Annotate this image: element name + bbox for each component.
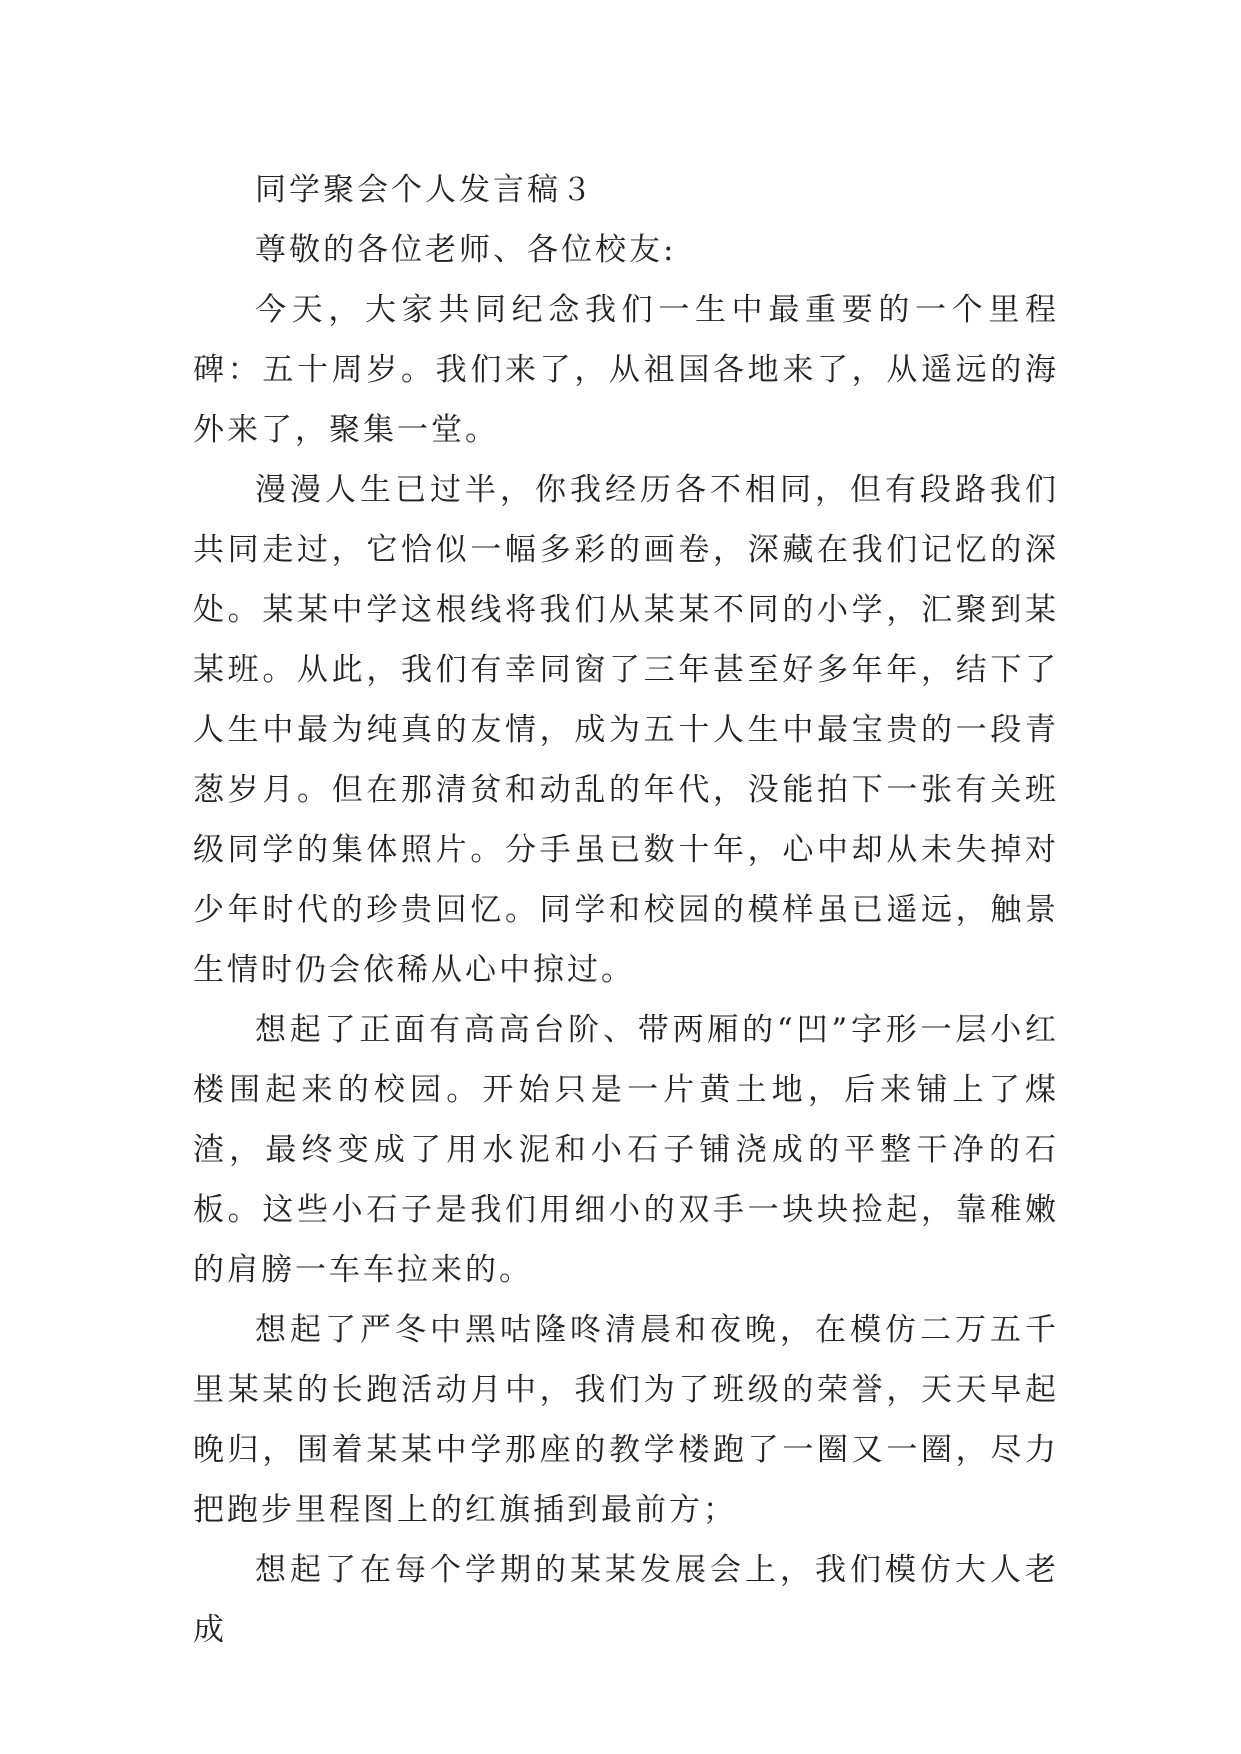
paragraph: 想起了在每个学期的某某发展会上，我们模仿大人老成	[193, 1552, 1059, 1648]
paragraph: 漫漫人生已过半，你我经历各不相同，但有段路我们共同走过，它恰似一幅多彩的画卷，深藏在我们记忆的深处。某某中学这根线将我们从某某不同的小学，汇聚到某某班。从此，我们有幸同窗了三年甚至好多年年，结下了人生中最为纯真的友情，成为五十人生中最宝贵的一段青葱岁月。但在那清贫和动乱的年代，没能拍下一张有关班级同学的集体照片。分手虽已数十年，心中却从未失掉对少年时代的珍贵回忆。同学和校园的模样虽已遥远，触景生情时仍会依稀从心中掠过。	[193, 472, 1059, 988]
paragraph: 想起了正面有高高台阶、带两厢的“凹”字形一层小红楼围起来的校园。开始只是一片黄土地，后来铺上了煤渣，最终变成了用水泥和小石子铺浇成的平整干净的石板。这些小石子是我们用细小的双手一块块捡起，靠稚嫩的肩膀一车车拉来的。	[193, 1012, 1059, 1288]
paragraph: 今天，大家共同纪念我们一生中最重要的一个里程碑：五十周岁。我们来了，从祖国各地来了，从遥远的海外来了，聚集一堂。	[193, 292, 1059, 448]
paragraph: 想起了严冬中黑咕隆咚清晨和夜晚，在模仿二万五千里某某的长跑活动月中，我们为了班级的荣誉，天天早起晚归，围着某某中学那座的教学楼跑了一圈又一圈，尽力把跑步里程图上的红旗插到最前方；	[193, 1312, 1059, 1528]
document-title: 同学聚会个人发言稿３	[255, 172, 595, 208]
greeting: 尊敬的各位老师、各位校友:	[255, 232, 677, 268]
document-body	[193, 160, 1059, 1660]
